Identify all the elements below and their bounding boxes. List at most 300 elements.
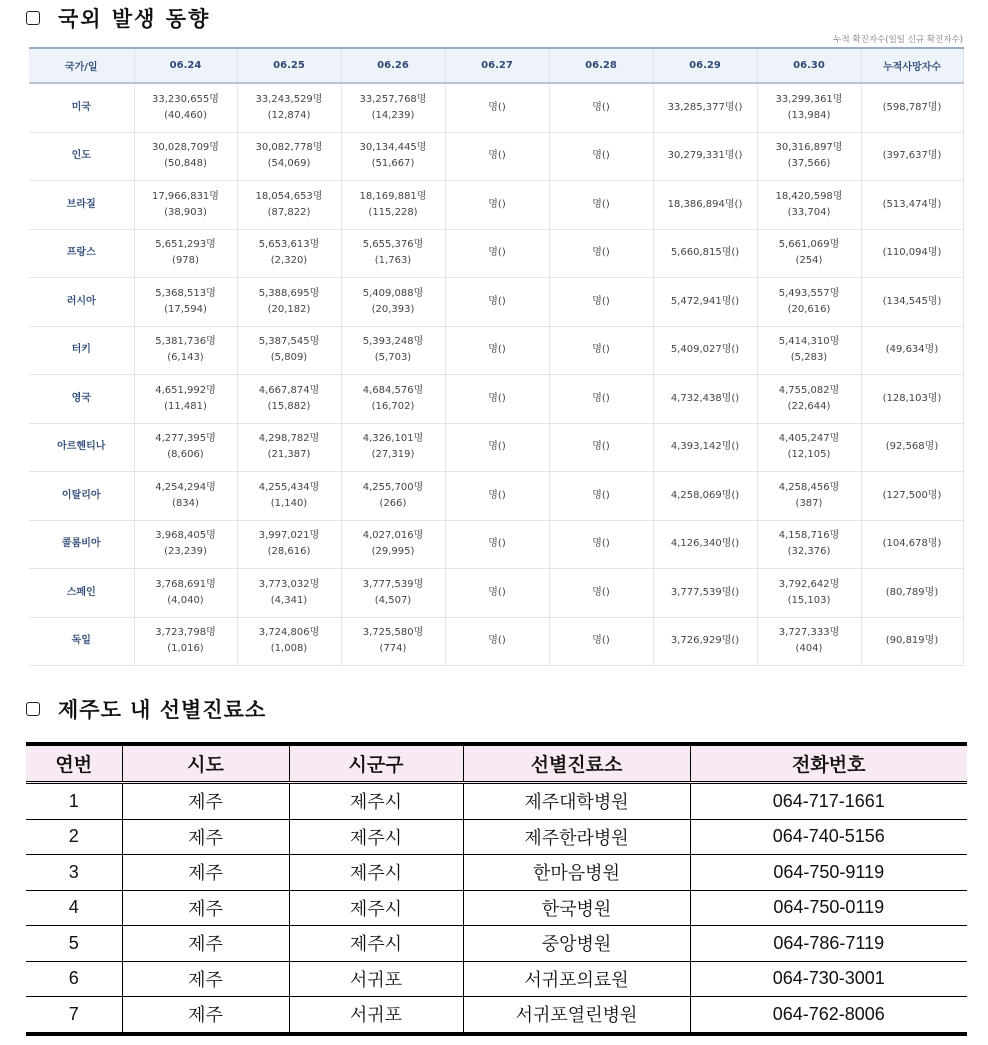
daily-new-cases: (37,566) [787,158,831,170]
daily-new-cases: (20,393) [371,303,415,315]
table-header-row [26,744,967,783]
cases-cell [653,472,757,521]
checkbox-bullet-icon [26,11,40,25]
city-cell: 서귀포 [289,961,463,997]
cases-cell [653,83,757,132]
daily-new-cases: (13,984) [787,109,831,121]
clinic-name-cell: 제주한라병원 [463,819,690,855]
daily-new-cases: (1,016) [167,643,204,655]
cases-cell [549,181,653,230]
cumulative-cases: 3,777,539명() [670,586,740,598]
cumulative-cases: 4,277,395명 [155,433,216,445]
table-row [29,326,963,375]
daily-new-cases: (17,594) [164,303,207,315]
cases-cell [237,520,341,569]
cumulative-cases: 4,126,340명() [670,538,740,550]
cases-cell [653,423,757,472]
cases-cell [341,569,445,618]
cumulative-cases: 5,661,069명 [778,239,840,251]
cumulative-cases: 30,279,331명() [667,150,743,162]
column-header: 06.29 [653,48,757,83]
deaths-cell: (397,637명) [861,132,963,181]
deaths-cell: (128,103명) [861,375,963,424]
country-cell: 독일 [29,617,134,666]
daily-new-cases: (16,702) [371,400,415,412]
cases-cell [445,229,549,278]
table-row [29,569,963,618]
daily-new-cases: (12,874) [267,109,311,121]
table-row [29,181,963,230]
daily-new-cases: (28,616) [267,546,311,558]
row-number-cell: 7 [26,997,122,1034]
section-title-clinics [26,695,266,723]
table-row [26,855,967,891]
table-note: 누적 확진자수(일일 신규 확진자수) [833,35,963,45]
row-number-cell: 6 [26,961,122,997]
cumulative-cases: 3,727,333명 [778,627,840,639]
cases-cell [757,229,861,278]
cumulative-cases: 명() [488,344,506,356]
daily-new-cases: (774) [379,643,407,655]
column-header: 연번 [26,744,122,783]
column-header: 06.27 [445,48,549,83]
phone-cell: 064-786-7119 [690,926,967,962]
table-row [29,375,963,424]
country-cell: 이탈리아 [29,472,134,521]
cases-cell [549,423,653,472]
cumulative-cases: 4,732,438명() [670,392,740,404]
cases-cell [134,326,237,375]
cumulative-cases: 명() [488,392,506,404]
column-header: 국가/일 [29,48,134,83]
column-header: 06.26 [341,48,445,83]
daily-new-cases: (20,182) [267,303,311,315]
daily-new-cases: (115,228) [368,206,418,218]
cumulative-cases: 5,660,815명() [670,247,740,259]
daily-new-cases: (4,040) [167,594,204,606]
row-number-cell: 2 [26,819,122,855]
cases-cell [653,181,757,230]
cases-cell [757,617,861,666]
cumulative-cases: 4,393,142명() [670,441,740,453]
cumulative-cases: 명() [488,101,506,113]
overseas-cases-table [29,47,964,666]
country-cell: 터키 [29,326,134,375]
cases-cell [549,520,653,569]
cases-cell [757,181,861,230]
daily-new-cases: (40,460) [164,109,207,121]
cumulative-cases: 18,420,598명 [775,190,843,202]
cumulative-cases: 5,414,310명 [778,336,840,348]
daily-new-cases: (1,763) [374,255,412,267]
table-header-row [29,48,963,83]
cases-cell [653,278,757,327]
cases-cell [757,472,861,521]
cumulative-cases: 18,054,653명 [255,190,323,202]
row-number-cell: 3 [26,855,122,891]
phone-cell: 064-730-3001 [690,961,967,997]
cases-cell [757,278,861,327]
table-row [26,997,967,1034]
phone-cell: 064-750-9119 [690,855,967,891]
cases-cell [653,520,757,569]
cumulative-cases: 5,409,027명() [670,344,740,356]
cases-cell [445,326,549,375]
cases-cell [445,132,549,181]
deaths-cell: (104,678명) [861,520,963,569]
cases-cell [341,278,445,327]
cases-cell [237,472,341,521]
cases-cell [445,569,549,618]
cumulative-cases: 명() [592,538,610,550]
cumulative-cases: 3,725,580명 [362,627,424,639]
cumulative-cases: 명() [488,635,506,647]
daily-new-cases: (1,140) [270,497,308,509]
cumulative-cases: 30,028,709명 [152,142,219,154]
cumulative-cases: 5,653,613명 [258,239,320,251]
cumulative-cases: 명() [592,198,610,210]
table-row [26,783,967,820]
cumulative-cases: 3,792,642명 [778,578,840,590]
cumulative-cases: 명() [592,295,610,307]
cases-cell [237,278,341,327]
daily-new-cases: (22,644) [787,400,831,412]
cases-cell [549,326,653,375]
country-cell: 아르헨티나 [29,423,134,472]
daily-new-cases: (978) [172,255,199,267]
cumulative-cases: 3,768,691명 [155,578,216,590]
cumulative-cases: 명() [488,247,506,259]
cumulative-cases: 17,966,831명 [152,190,219,202]
country-cell: 프랑스 [29,229,134,278]
table-row [29,520,963,569]
cases-cell [549,229,653,278]
daily-new-cases: (21,387) [267,449,311,461]
cases-cell [237,229,341,278]
cumulative-cases: 5,651,293명 [155,239,216,251]
province-cell: 제주 [122,926,289,962]
cumulative-cases: 3,726,929명() [670,635,740,647]
cumulative-cases: 4,258,069명() [670,489,740,501]
daily-new-cases: (51,667) [371,158,415,170]
column-header: 누적사망자수 [861,48,963,83]
clinic-name-cell: 한마음병원 [463,855,690,891]
cases-cell [134,617,237,666]
deaths-cell: (127,500명) [861,472,963,521]
cases-cell [549,278,653,327]
cases-cell [549,132,653,181]
table-row [26,890,967,926]
cases-cell [445,181,549,230]
column-header: 06.30 [757,48,861,83]
cases-cell [341,326,445,375]
daily-new-cases: (14,239) [371,109,415,121]
cases-cell [549,617,653,666]
cases-cell [134,181,237,230]
row-number-cell: 1 [26,783,122,820]
cases-cell [134,472,237,521]
city-cell: 제주시 [289,890,463,926]
cases-cell [445,520,549,569]
deaths-cell: (49,634명) [861,326,963,375]
cases-cell [237,326,341,375]
table-row [26,819,967,855]
country-cell: 콜롬비아 [29,520,134,569]
cases-cell [653,569,757,618]
cases-cell [341,423,445,472]
cumulative-cases: 5,387,545명 [258,336,320,348]
column-header: 06.28 [549,48,653,83]
cumulative-cases: 명() [592,247,610,259]
cases-cell [341,181,445,230]
daily-new-cases: (6,143) [167,352,204,364]
cases-cell [341,229,445,278]
cumulative-cases: 4,667,874명 [258,384,320,396]
cases-cell [341,83,445,132]
cases-cell [445,83,549,132]
cumulative-cases: 3,773,032명 [258,578,320,590]
province-cell: 제주 [122,961,289,997]
phone-cell: 064-750-0119 [690,890,967,926]
country-cell: 미국 [29,83,134,132]
cumulative-cases: 3,723,798명 [155,627,216,639]
cases-cell [653,326,757,375]
cumulative-cases: 4,254,294명 [155,481,216,493]
daily-new-cases: (12,105) [787,449,831,461]
cumulative-cases: 명() [488,586,506,598]
cases-cell [341,520,445,569]
cumulative-cases: 명() [488,198,506,210]
cumulative-cases: 3,777,539명 [362,578,424,590]
province-cell: 제주 [122,890,289,926]
province-cell: 제주 [122,819,289,855]
cases-cell [237,375,341,424]
cases-cell [549,472,653,521]
cumulative-cases: 4,255,434명 [258,481,320,493]
cases-cell [134,375,237,424]
cumulative-cases: 5,409,088명 [362,287,424,299]
daily-new-cases: (33,704) [787,206,831,218]
cumulative-cases: 18,386,894명() [667,198,743,210]
cumulative-cases: 5,368,513명 [155,287,216,299]
table-row [29,278,963,327]
country-cell: 영국 [29,375,134,424]
daily-new-cases: (387) [795,497,823,509]
cumulative-cases: 명() [488,295,506,307]
deaths-cell: (110,094명) [861,229,963,278]
column-header: 선별진료소 [463,744,690,783]
cases-cell [134,83,237,132]
cases-cell [757,375,861,424]
cumulative-cases: 4,651,992명 [155,384,216,396]
deaths-cell: (90,819명) [861,617,963,666]
cumulative-cases: 명() [592,150,610,162]
cumulative-cases: 명() [592,441,610,453]
cases-cell [134,132,237,181]
cases-cell [341,472,445,521]
cumulative-cases: 명() [592,489,610,501]
table-row [29,472,963,521]
cumulative-cases: 33,230,655명 [152,93,219,105]
cumulative-cases: 4,158,716명 [778,530,840,542]
cumulative-cases: 4,405,247명 [778,433,840,445]
city-cell: 제주시 [289,926,463,962]
country-cell: 인도 [29,132,134,181]
cases-cell [549,375,653,424]
cases-cell [237,83,341,132]
cases-cell [445,617,549,666]
cases-cell [134,520,237,569]
row-number-cell: 5 [26,926,122,962]
cases-cell [653,617,757,666]
column-header: 전화번호 [690,744,967,783]
daily-new-cases: (54,069) [267,158,311,170]
clinic-name-cell: 중앙병원 [463,926,690,962]
cases-cell [653,229,757,278]
deaths-cell: (80,789명) [861,569,963,618]
cases-cell [757,520,861,569]
cumulative-cases: 5,655,376명 [362,239,424,251]
deaths-cell: (92,568명) [861,423,963,472]
cases-cell [757,326,861,375]
daily-new-cases: (254) [795,255,823,267]
city-cell: 제주시 [289,783,463,820]
cases-cell [757,132,861,181]
phone-cell: 064-762-8006 [690,997,967,1034]
daily-new-cases: (4,507) [374,594,412,606]
cumulative-cases: 5,393,248명 [362,336,424,348]
city-cell: 서귀포 [289,997,463,1034]
cumulative-cases: 3,724,806명 [258,627,320,639]
country-cell: 러시아 [29,278,134,327]
cases-cell [757,423,861,472]
section-title-overseas [26,4,210,32]
cases-cell [445,423,549,472]
daily-new-cases: (87,822) [267,206,311,218]
cases-cell [237,617,341,666]
daily-new-cases: (4,341) [270,594,308,606]
cumulative-cases: 33,285,377명() [667,101,743,113]
cases-cell [237,569,341,618]
cumulative-cases: 4,255,700명 [362,481,424,493]
phone-cell: 064-717-1661 [690,783,967,820]
cases-cell [237,181,341,230]
deaths-cell: (598,787명) [861,83,963,132]
cumulative-cases: 4,755,082명 [778,384,840,396]
deaths-cell: (513,474명) [861,181,963,230]
cases-cell [445,472,549,521]
cases-cell [134,569,237,618]
daily-new-cases: (29,995) [371,546,415,558]
daily-new-cases: (5,809) [270,352,308,364]
cumulative-cases: 명() [592,635,610,647]
daily-new-cases: (5,283) [790,352,828,364]
daily-new-cases: (20,616) [787,303,831,315]
daily-new-cases: (38,903) [164,206,207,218]
province-cell: 제주 [122,783,289,820]
column-header: 06.25 [237,48,341,83]
cumulative-cases: 명() [592,392,610,404]
cumulative-cases: 30,134,445명 [359,142,427,154]
table-row [29,423,963,472]
daily-new-cases: (266) [379,497,407,509]
table-row [26,961,967,997]
checkbox-bullet-icon [26,702,40,716]
section-title-text: 제주도 내 선별진료소 [58,698,267,722]
daily-new-cases: (834) [172,497,199,509]
province-cell: 제주 [122,855,289,891]
province-cell: 제주 [122,997,289,1034]
cumulative-cases: 3,968,405명 [155,530,216,542]
table-row [29,132,963,181]
cases-cell [445,375,549,424]
cumulative-cases: 33,257,768명 [359,93,427,105]
clinic-name-cell: 서귀포의료원 [463,961,690,997]
cumulative-cases: 33,299,361명 [775,93,843,105]
cumulative-cases: 명() [592,344,610,356]
cases-cell [134,229,237,278]
table-row [26,926,967,962]
cases-cell [237,423,341,472]
cumulative-cases: 18,169,881명 [359,190,427,202]
daily-new-cases: (23,239) [164,546,207,558]
cumulative-cases: 33,243,529명 [255,93,323,105]
daily-new-cases: (2,320) [270,255,308,267]
cumulative-cases: 5,388,695명 [258,287,320,299]
daily-new-cases: (5,703) [374,352,412,364]
daily-new-cases: (1,008) [270,643,308,655]
cases-cell [445,278,549,327]
cases-cell [549,569,653,618]
cumulative-cases: 명() [488,489,506,501]
cumulative-cases: 명() [592,586,610,598]
daily-new-cases: (404) [795,643,823,655]
table-row [29,83,963,132]
phone-cell: 064-740-5156 [690,819,967,855]
cases-cell [341,617,445,666]
daily-new-cases: (15,882) [267,400,311,412]
daily-new-cases: (15,103) [787,594,831,606]
cases-cell [757,83,861,132]
country-cell: 브라질 [29,181,134,230]
cases-cell [134,278,237,327]
cumulative-cases: 30,082,778명 [255,142,323,154]
cumulative-cases: 4,326,101명 [362,433,424,445]
cases-cell [757,569,861,618]
cumulative-cases: 4,298,782명 [258,433,320,445]
table-row [29,617,963,666]
cases-cell [134,423,237,472]
cumulative-cases: 4,684,576명 [362,384,424,396]
daily-new-cases: (50,848) [164,158,207,170]
country-cell: 스페인 [29,569,134,618]
cases-cell [237,132,341,181]
row-number-cell: 4 [26,890,122,926]
cumulative-cases: 5,493,557명 [778,287,840,299]
cumulative-cases: 명() [488,538,506,550]
clinic-name-cell: 한국병원 [463,890,690,926]
daily-new-cases: (27,319) [371,449,415,461]
daily-new-cases: (11,481) [164,400,207,412]
cumulative-cases: 5,472,941명() [670,295,740,307]
cumulative-cases: 명() [488,441,506,453]
cases-cell [549,83,653,132]
section-title-text: 국외 발생 동향 [58,7,211,31]
cases-cell [341,132,445,181]
city-cell: 제주시 [289,819,463,855]
deaths-cell: (134,545명) [861,278,963,327]
cases-cell [653,375,757,424]
